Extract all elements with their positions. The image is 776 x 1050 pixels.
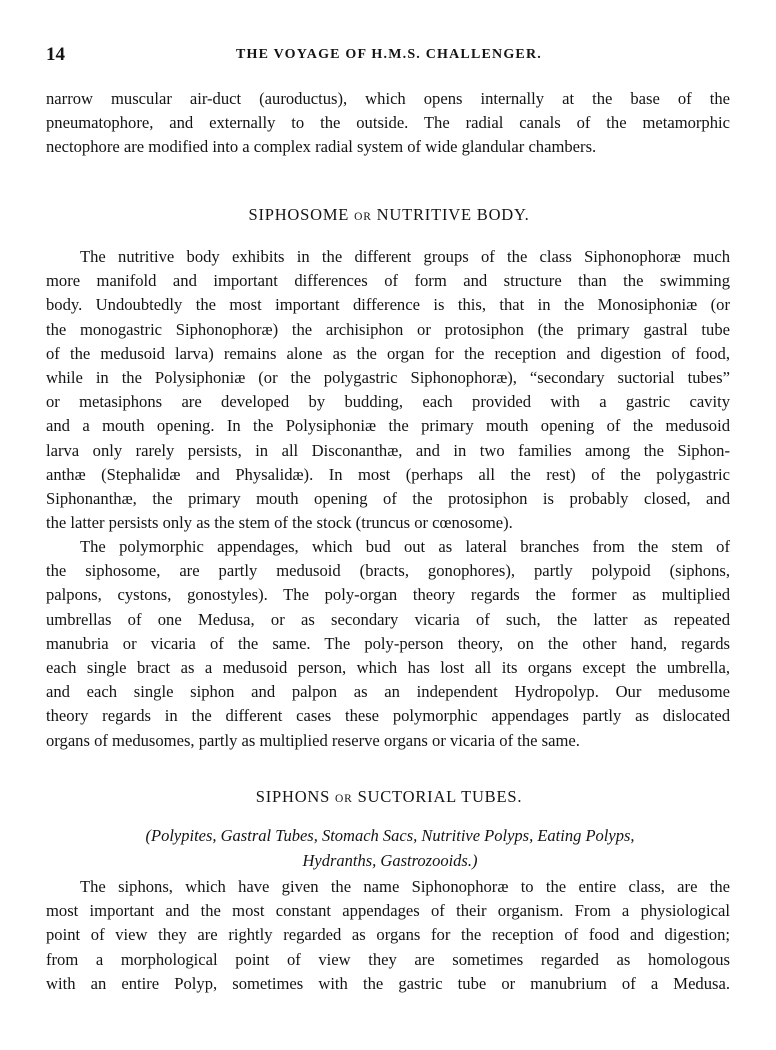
text-line: pneumatophore, and externally to the outside. The radial canals of the metamorphic: [46, 113, 730, 133]
heading-part: SUCTORIAL TUBES.: [357, 787, 523, 806]
text-line: umbrellas of one Medusa, or as secondary vicaria of such, the latter as repeated: [46, 609, 730, 629]
text-line: most important and the most constant appendages of their organism. From a physiological: [46, 901, 730, 921]
text-line: The siphons, which have given the name Siphonophoræ to the entire class, are the: [80, 877, 730, 896]
text-line: palpons, cystons, gonostyles). The poly-organ theory regards the former as multiplied: [46, 585, 730, 605]
text-line: and each single siphon and palpon as an independent Hydropolyp. Our medusome: [46, 682, 730, 702]
text-line: larva only rarely persists, in all Disconanthæ, and in two families among the Siphon-: [46, 440, 730, 460]
text-line: body. Undoubtedly the most important difference is this, that in the Monosiphoniæ (or: [46, 295, 730, 315]
text-line: Siphonanthæ, the primary mouth opening of the protosiphon is probably closed, and: [46, 489, 730, 509]
running-head: [46, 44, 732, 66]
heading-connector: OR: [335, 793, 353, 805]
section-subheading-synonyms: [90, 824, 690, 873]
text-line: the siphosome, are partly medusoid (bracts, gonophores), partly polypoid (siphons,: [46, 561, 730, 581]
text-line: nectophore are modified into a complex radial system of wide glandular chambers.: [46, 137, 597, 157]
text-line: each single bract as a medusoid person, which has lost all its organs except the umbrella,: [46, 658, 730, 678]
text-line: The polymorphic appendages, which bud out as lateral branches from the stem of: [80, 537, 730, 556]
subheading-line: Hydranths, Gastrozooids.): [302, 850, 478, 870]
subheading-line: (Polypites, Gastral Tubes, Stomach Sacs, Nutritive Polyps, Eating Polyps,: [145, 826, 635, 845]
text-line: while in the Polysiphoniæ (or the polygastric Siphonophoræ), “secondary suctorial tubes”: [46, 368, 730, 388]
heading-connector: OR: [354, 211, 372, 223]
text-line: from a morphological point of view they are sometimes regarded as homologous: [46, 949, 730, 969]
text-line: The nutritive body exhibits in the different groups of the class Siphonophoræ much: [80, 247, 730, 266]
text-line: organs of medusomes, partly as multiplied reserve organs or vicaria of the same.: [46, 730, 580, 750]
text-line: or metasiphons are developed by budding, each provided with a gastric cavity: [46, 392, 730, 412]
running-title: THE VOYAGE OF H.M.S. CHALLENGER.: [236, 47, 542, 62]
heading-part: NUTRITIVE BODY.: [376, 205, 530, 224]
text-line: more manifold and important differences of form and structure than the swimming: [46, 271, 730, 291]
paragraph-polymorphic-appendages: [46, 535, 730, 753]
text-line: anthæ (Stephalidæ and Physalidæ). In most (perhaps all the rest) of the polygastric: [46, 464, 730, 484]
text-line: narrow muscular air-duct (auroductus), which opens internally at the base of the: [46, 89, 730, 108]
section-heading-siphons: [46, 787, 732, 807]
heading-part: SIPHONS: [255, 787, 331, 806]
text-line: manubria or vicaria of the same. The poly-person theory, on the other hand, regards: [46, 633, 730, 653]
heading-part: SIPHOSOME: [248, 205, 350, 224]
text-line: point of view they are rightly regarded as organs for the reception of food and digestion;: [46, 925, 730, 945]
text-line: the monogastric Siphonophoræ) the archisiphon or protosiphon (the primary gastral tube: [46, 319, 730, 339]
text-line: theory regards in the different cases these polymorphic appendages partly as dislocated: [46, 706, 730, 726]
paragraph-continuation: [46, 87, 730, 160]
paragraph-siphons: [46, 875, 730, 996]
paragraph-nutritive-body: [46, 245, 730, 535]
text-line: the latter persists only as the stem of the stock (truncus or cœnosome).: [46, 513, 513, 533]
section-heading-siphosome: [46, 205, 732, 225]
text-line: of the medusoid larva) remains alone as the organ for the reception and digestion of food,: [46, 343, 730, 363]
page-number: 14: [46, 44, 65, 65]
text-line: and a mouth opening. In the Polysiphoniæ the primary mouth opening of the medusoid: [46, 416, 730, 436]
text-line: with an entire Polyp, sometimes with the gastric tube or manubrium of a Medusa.: [46, 973, 730, 993]
